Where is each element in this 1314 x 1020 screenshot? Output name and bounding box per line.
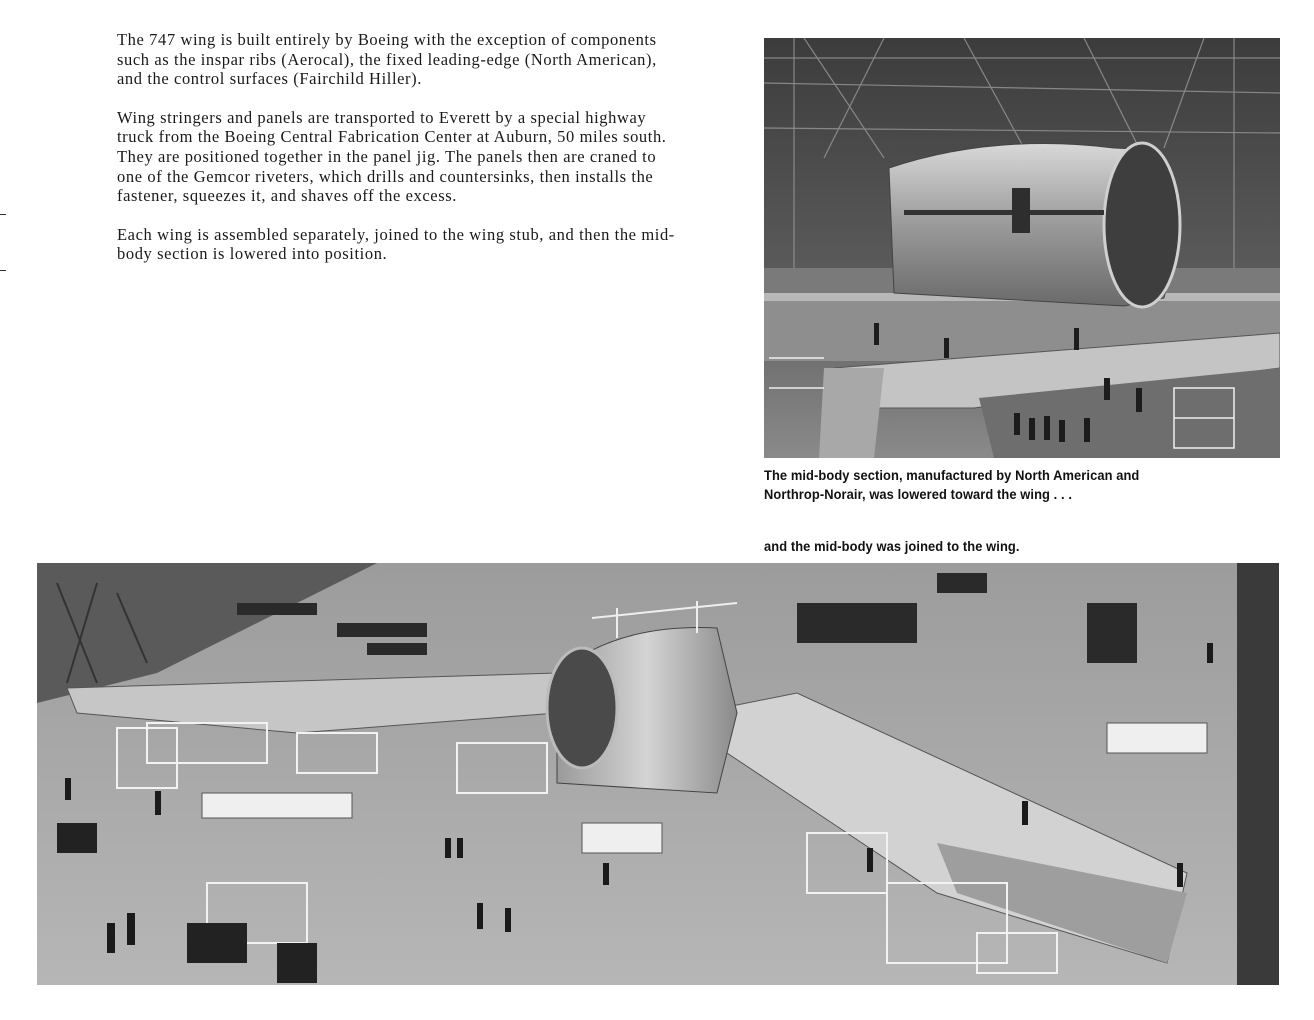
- caption-mid-body-lowered: The mid-body section, manufactured by North American and Northrop-Norair, was lowered toward the wing . . .: [764, 467, 1140, 502]
- page-edge-mark: [0, 270, 6, 271]
- paragraph-wing-components: The 747 wing is built entirely by Boeing with the exception of components such as the inspar ribs (Aerocal), the fixed leading-edge (North American), and the control surfaces (Fairchild Hiller).: [117, 30, 657, 89]
- body-text: [117, 30, 677, 283]
- caption-mid-body-joined: and the mid-body was joined to the wing.: [764, 538, 1020, 554]
- paragraph-wing-panels: Wing stringers and panels are transported to Everett by a special highway truck from the Boeing Central Fabrication Center at Auburn, 50 miles south. They are positioned together in the panel jig. The panels then are craned to one of the Gemcor riveters, which drills and countersinks, then installs the fastener, squeezes it, and shaves off the excess.: [117, 107, 667, 206]
- page-edge-mark: [0, 214, 6, 215]
- paragraph-wing-assembly: Each wing is assembled separately, joined to the wing stub, and then the mid-body section is lowered into position.: [117, 224, 675, 264]
- photo-mid-body-joined: [37, 563, 1279, 985]
- photo-mid-body-lowered: [764, 38, 1280, 458]
